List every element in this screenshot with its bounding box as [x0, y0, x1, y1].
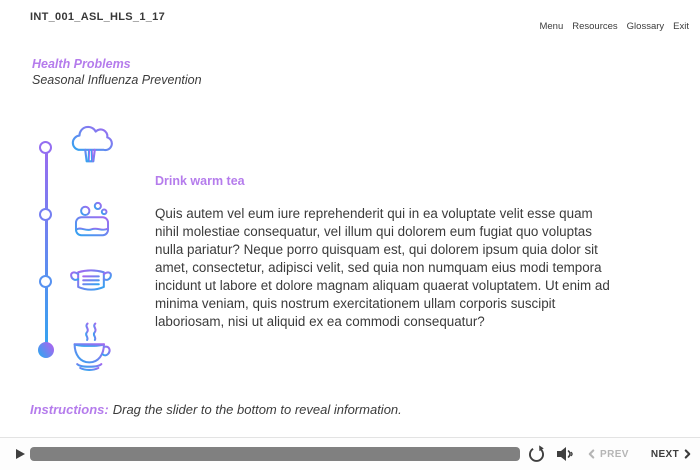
slider-node-3 [39, 275, 52, 288]
glossary-link[interactable]: Glossary [626, 21, 665, 32]
player-bar [0, 437, 700, 470]
page-title: INT_001_ASL_HLS_1_17 [30, 11, 166, 23]
prev-button[interactable] [588, 449, 629, 460]
slider-handle[interactable] [38, 342, 54, 358]
lesson-heading-block [32, 57, 202, 88]
next-label: NEXT [650, 448, 680, 460]
slider-node-2 [39, 208, 52, 221]
replay-icon[interactable] [527, 445, 546, 464]
instructions-label: Instructions: [30, 402, 109, 417]
instructions-line [30, 402, 402, 417]
slider-node-1 [39, 141, 52, 154]
lesson-topic: Seasonal Influenza Prevention [32, 72, 202, 87]
face-mask-icon [69, 264, 113, 302]
exit-link[interactable]: Exit [673, 21, 689, 32]
next-button[interactable] [651, 449, 691, 460]
content-heading: Drink warm tea [155, 174, 245, 188]
lesson-category: Health Problems [32, 57, 131, 71]
next-chevron-icon [684, 449, 691, 459]
top-nav [539, 21, 689, 32]
play-icon[interactable] [16, 449, 25, 459]
seekbar[interactable] [30, 447, 520, 461]
menu-link[interactable]: Menu [539, 21, 564, 32]
resources-link[interactable]: Resources [572, 21, 618, 32]
slider-track[interactable] [45, 148, 48, 350]
prev-chevron-icon [588, 449, 595, 459]
instructions-text: Drag the slider to the bottom to reveal information. [112, 402, 402, 417]
tea-cup-icon [66, 320, 116, 377]
soap-icon [74, 199, 110, 244]
content-body: Quis autem vel eum iure reprehenderit qui in ea voluptate velit esse quam nihil molestiae consequatur, vel illum qui dolorem eum fugiat quo voluptas nulla pariatur? Neque porro quisquam est, qui dolorem ipsum quia dolor sit amet, consectetur, adipisci velit, sed quia non numquam eius modi tempora incidunt ut labore et dolore magnam aliquam quaerat voluptatem. Ut enim ad minima veniam, quis nostrum exercitationem ullam corporis suscipit laboriosam, nisi ut aliquid ex ea commodi consequatur? [155, 206, 610, 329]
volume-icon[interactable] [556, 446, 576, 462]
broccoli-icon [67, 122, 113, 173]
prev-label: PREV [600, 448, 629, 460]
